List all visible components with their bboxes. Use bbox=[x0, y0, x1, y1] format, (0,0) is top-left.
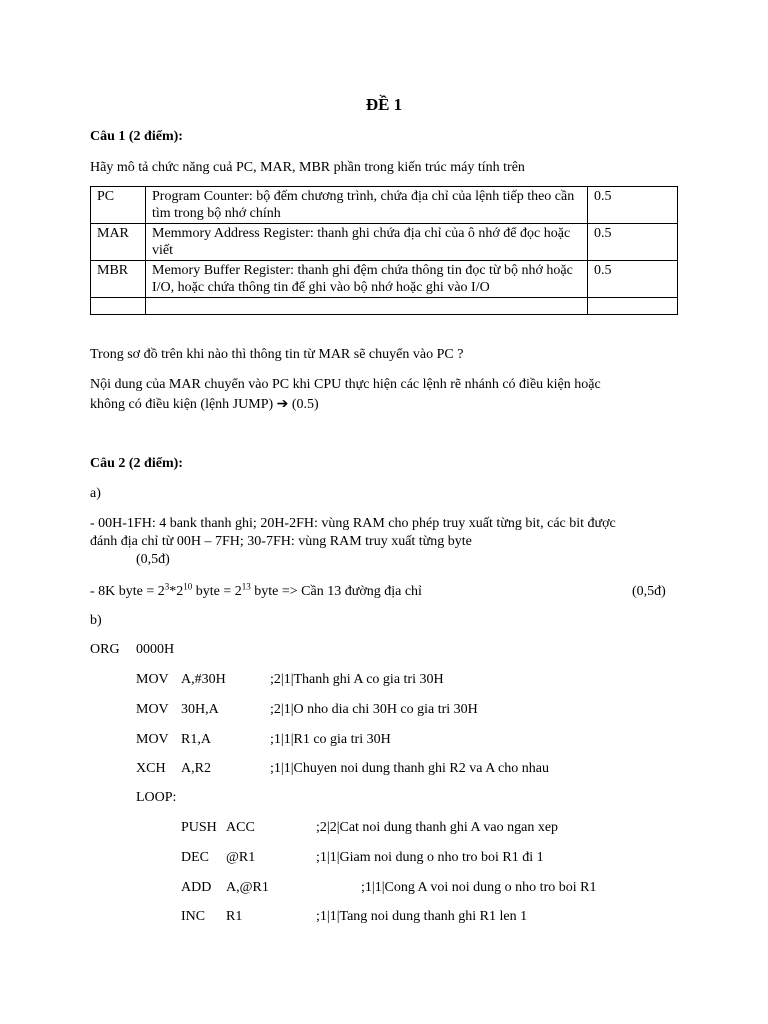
code-mnemonic: XCH bbox=[136, 761, 166, 776]
code-mnemonic: DEC bbox=[181, 850, 209, 865]
part-a-line-1: - 00H-1FH: 4 bank thanh ghi; 20H-2FH: vùng RAM cho phép truy xuất từng bit, các bit được bbox=[90, 516, 616, 531]
code-operand: ACC bbox=[226, 820, 255, 835]
register-name: PC bbox=[91, 187, 146, 224]
code-comment: ;2|1|Thanh ghi A co gia tri 30H bbox=[270, 672, 444, 687]
code-comment: ;2|1|O nho dia chi 30H co gia tri 30H bbox=[270, 702, 478, 717]
code-mnemonic: PUSH bbox=[181, 820, 217, 835]
code-comment: ;2|2|Cat noi dung thanh ghi A vao ngan xep bbox=[316, 820, 559, 835]
register-description: Memory Buffer Register: thanh ghi đệm chứa thông tin đọc từ bộ nhớ hoặc I/O, hoặc chứa thông tin để ghi vào bộ nhớ hoặc ghi vào I/O bbox=[146, 261, 588, 298]
code-operand: A,@R1 bbox=[226, 880, 269, 895]
register-description: Memmory Address Register: thanh ghi chứa địa chỉ của ô nhớ để đọc hoặc viết bbox=[146, 224, 588, 261]
register-table bbox=[90, 186, 678, 315]
code-mnemonic: MOV bbox=[136, 732, 169, 747]
question-1-heading: Câu 1 (2 điểm): bbox=[90, 129, 183, 144]
right-arrow-icon: ➔ bbox=[276, 397, 289, 412]
code-operand: 0000H bbox=[136, 642, 175, 657]
part-a-score-2: (0,5đ) bbox=[632, 584, 666, 599]
address-lines-formula: - 8K byte = $2^3*2^{10}$ byte = $2^{13}$ byte => Cần 13 đường địa chỉ bbox=[90, 581, 422, 599]
code-mnemonic: MOV bbox=[136, 702, 169, 717]
code-operand: A,#30H bbox=[181, 672, 226, 687]
question-1-prompt: Hãy mô tả chức năng cuả PC, MAR, MBR phần trong kiến trúc máy tính trên bbox=[90, 160, 525, 175]
code-label-loop: LOOP: bbox=[136, 790, 177, 805]
part-b-label: b) bbox=[90, 613, 102, 628]
register-description: Program Counter: bộ đếm chương trình, chứa địa chỉ của lệnh tiếp theo cần tìm trong bộ nhớ chính bbox=[146, 187, 588, 224]
register-score: 0.5 bbox=[588, 261, 678, 298]
table-row bbox=[91, 261, 678, 298]
part-a-line-2: đánh địa chỉ từ 00H – 7FH; 30-7FH: vùng RAM truy xuất từng byte bbox=[90, 534, 472, 549]
followup-question: Trong sơ đồ trên khi nào thì thông tin từ MAR sẽ chuyển vào PC ? bbox=[90, 347, 464, 362]
code-operand: R1 bbox=[226, 909, 243, 924]
question-2-heading: Câu 2 (2 điểm): bbox=[90, 456, 183, 471]
table-row-empty bbox=[91, 298, 678, 315]
code-mnemonic: INC bbox=[181, 909, 206, 924]
code-comment: ;1|1|Tang noi dung thanh ghi R1 len 1 bbox=[316, 909, 528, 924]
code-comment: ;1|1|Cong A voi noi dung o nho tro boi R1 bbox=[361, 880, 597, 895]
register-name: MAR bbox=[91, 224, 146, 261]
answer-line-1: Nội dung của MAR chuyển vào PC khi CPU thực hiện các lệnh rẽ nhánh có điều kiện hoặc bbox=[90, 377, 601, 392]
table-row bbox=[91, 224, 678, 261]
code-operand: A,R2 bbox=[181, 761, 211, 776]
document-title: ĐỀ 1 bbox=[365, 95, 403, 114]
part-a-score-1: (0,5đ) bbox=[136, 552, 170, 567]
code-comment: ;1|1|R1 co gia tri 30H bbox=[270, 732, 391, 747]
code-mnemonic: ADD bbox=[181, 880, 212, 895]
code-operand: 30H,A bbox=[181, 702, 219, 717]
code-operand: R1,A bbox=[181, 732, 211, 747]
code-mnemonic: MOV bbox=[136, 672, 169, 687]
code-operand: @R1 bbox=[226, 850, 256, 865]
code-comment: ;1|1|Chuyen noi dung thanh ghi R2 va A cho nhau bbox=[270, 761, 549, 776]
table-row bbox=[91, 187, 678, 224]
code-comment: ;1|1|Giam noi dung o nho tro boi R1 đi 1 bbox=[316, 850, 544, 865]
part-a-label: a) bbox=[90, 486, 101, 501]
register-score: 0.5 bbox=[588, 187, 678, 224]
register-score: 0.5 bbox=[588, 224, 678, 261]
answer-line-2: không có điều kiện (lệnh JUMP) ➔ (0.5) bbox=[90, 397, 319, 412]
code-line-org: ORG bbox=[90, 642, 120, 657]
register-name: MBR bbox=[91, 261, 146, 298]
